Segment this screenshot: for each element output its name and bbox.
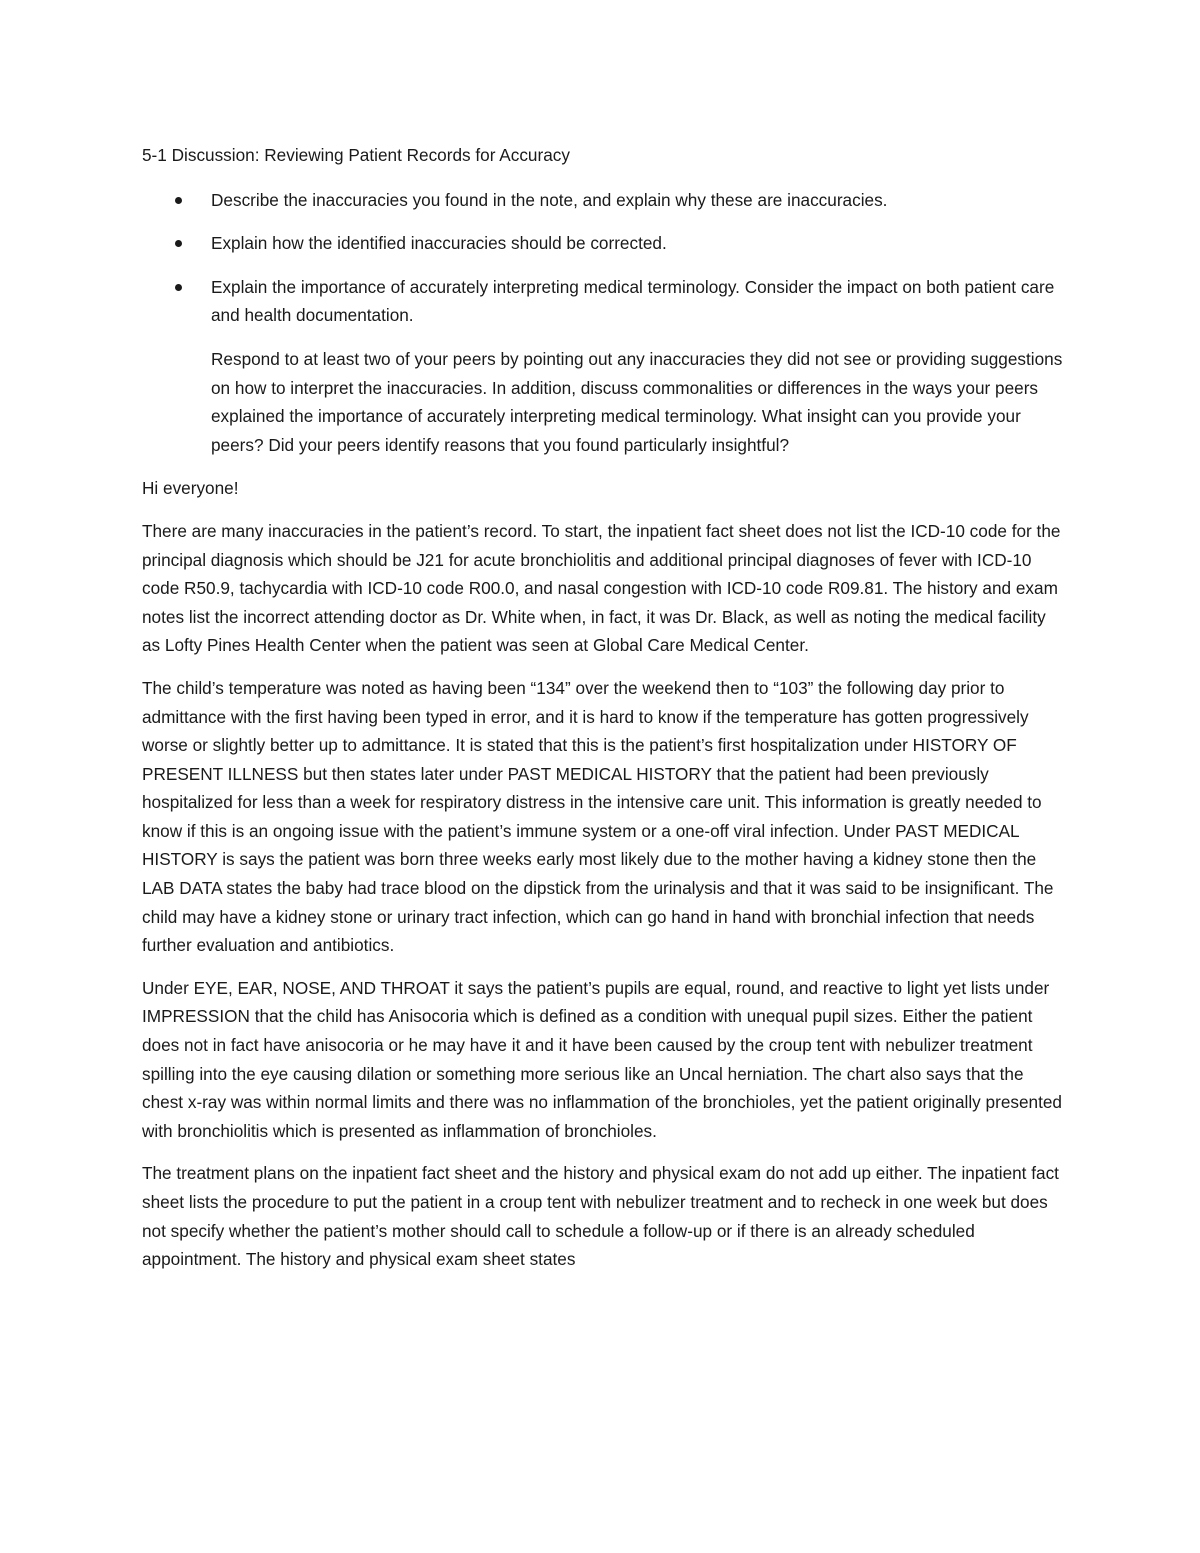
prompt-list: [142, 186, 1067, 330]
bullet-icon: [175, 197, 182, 204]
bullet-icon: [175, 240, 182, 247]
prompt-text: Describe the inaccuracies you found in the note, and explain why these are inaccuracies.: [211, 189, 888, 210]
prompt-text: Explain how the identified inaccuracies should be corrected.: [211, 233, 667, 254]
peer-instructions: Respond to at least two of your peers by pointing out any inaccuracies they did not see or providing suggestions on how to interpret the inaccuracies. In addition, discuss commonalities or differences in the ways your peers explained the importance of accurately interpreting medical terminology. What insight can you provide your peers? Did your peers identify reasons that you found particularly insightful?: [211, 348, 1063, 455]
prompt-text: Explain the importance of accurately interpreting medical terminology. Consider the impact on both patient care and health documentation.: [211, 276, 1055, 326]
body-paragraph: Under EYE, EAR, NOSE, AND THROAT it says the patient’s pupils are equal, round, and reactive to light yet lists under IMPRESSION that the child has Anisocoria which is defined as a condition with unequal pupil sizes. Either the patient does not in fact have anisocoria or he may have it and it have been caused by the croup tent with nebulizer treatment spilling into the eye causing dilation or something more serious like an Uncal herniation. The chart also says that the chest x-ray was within normal limits and there was no inflammation of the bronchioles, yet the patient originally presented with bronchiolitis which is presented as inflammation of bronchioles.: [142, 977, 1062, 1141]
prompt-item: [142, 229, 1067, 258]
body-paragraph: The treatment plans on the inpatient fact sheet and the history and physical exam do not add up either. The inpatient fact sheet lists the procedure to put the patient in a croup tent with nebulizer treatment and to recheck in one week but does not specify whether the patient’s mother should call to schedule a follow-up or if there is an already scheduled appointment. The history and physical exam sheet states: [142, 1163, 1059, 1270]
greeting: Hi everyone!: [142, 478, 239, 499]
body-paragraph: There are many inaccuracies in the patient’s record. To start, the inpatient fact sheet does not list the ICD-10 code for the principal diagnosis which should be J21 for acute bronchiolitis and additional principal diagnoses of fever with ICD-10 code R50.9, tachycardia with ICD-10 code R00.0, and nasal congestion with ICD-10 code R09.81. The history and exam notes list the incorrect attending doctor as Dr. White when, in fact, it was Dr. Black, as well as noting the medical facility as Lofty Pines Health Center when the patient was seen at Global Care Medical Center.: [142, 520, 1061, 656]
document-page: [142, 141, 1067, 1288]
bullet-icon: [175, 284, 182, 291]
document-title: 5-1 Discussion: Reviewing Patient Records for Accuracy: [142, 145, 570, 165]
prompt-item: [142, 186, 1067, 215]
body-paragraph: The child’s temperature was noted as having been “134” over the weekend then to “103” the following day prior to admittance with the first having been typed in error, and it is hard to know if the temperature has gotten progressively worse or slightly better up to admittance. It is stated that this is the patient’s first hospitalization under HISTORY OF PRESENT ILLNESS but then states later under PAST MEDICAL HISTORY that the patient had been previously hospitalized for less than a week for respiratory distress in the intensive care unit. This information is greatly needed to know if this is an ongoing issue with the patient’s immune system or a one-off viral infection. Under PAST MEDICAL HISTORY is says the patient was born three weeks early most likely due to the mother having a kidney stone then the LAB DATA states the baby had trace blood on the dipstick from the urinalysis and that it was said to be insignificant. The child may have a kidney stone or urinary tract infection, which can go hand in hand with bronchial infection that needs further evaluation and antibiotics.: [142, 677, 1054, 956]
prompt-item: [142, 273, 1067, 330]
